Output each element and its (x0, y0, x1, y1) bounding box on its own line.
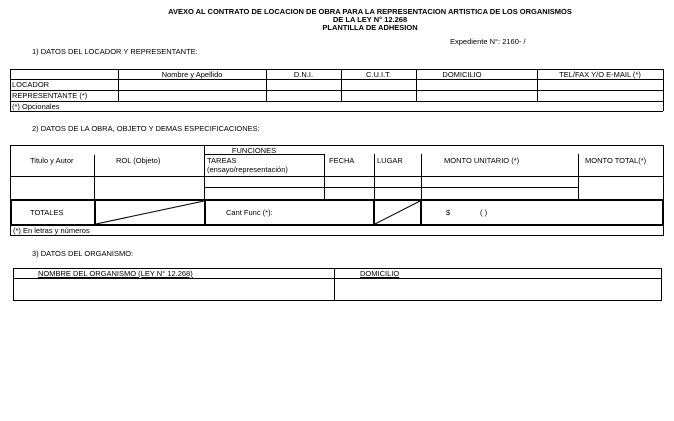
col-domicilio-organismo: DOMICILIO (360, 269, 400, 278)
col-tareas: TAREAS (207, 156, 237, 165)
section1-heading: 1) DATOS DEL LOCADOR Y REPRESENTANTE: (32, 47, 198, 56)
totales-rol-slash (96, 201, 204, 224)
document-title-line3: PLANTILLA DE ADHESION (322, 23, 418, 32)
totales-lugar-slash (375, 201, 420, 224)
row-locador: LOCADOR (12, 80, 50, 89)
col-monto-total: MONTO TOTAL(*) (585, 156, 647, 165)
col-tareas-sub: (ensayo/representación) (207, 165, 288, 174)
row-representante: REPRESENTANTE (*) (12, 91, 88, 100)
cant-func-label: Cant Func (*): (226, 208, 273, 217)
totales-label: TOTALES (30, 208, 64, 217)
funciones-header: FUNCIONES (231, 146, 277, 155)
col-fecha: FECHA (329, 156, 355, 165)
col-dni: D.N.I. (293, 70, 314, 79)
section3-heading: 3) DATOS DEL ORGANISMO: (32, 249, 134, 258)
col-nombre-apellido: Nombre y Apellido (161, 70, 223, 79)
letras-numeros-note: (*) En letras y números (13, 226, 90, 235)
col-monto-unitario: MONTO UNITARIO (*) (444, 156, 520, 165)
col-lugar: LUGAR (377, 156, 403, 165)
col-cuit: C.U.I.T. (365, 70, 391, 79)
col-tel-fax-email: TEL/FAX Y/O E-MAIL (*) (559, 70, 641, 79)
col-rol-objeto: ROL (Objeto) (116, 156, 161, 165)
col-titulo-autor: Titulo y Autor (30, 156, 74, 165)
document-title-line1: AVEXO AL CONTRATO DE LOCACION DE OBRA PARA LA REPRESENTACION ARTISTICA DE LOS ORGANISMOS (168, 7, 572, 16)
col-domicilio: DOMICILIO (442, 70, 482, 79)
opcionales-note: (*) Opcionales (12, 102, 60, 111)
peso-sign: $ (446, 208, 451, 217)
section2-heading: 2) DATOS DE LA OBRA, OBJETO Y DEMAS ESPECIFICACIONES: (32, 124, 260, 133)
monto-parentheses: ( ) (480, 208, 488, 217)
document-title-line2: DE LA LEY N° 12.268 (332, 15, 408, 24)
col-nombre-organismo: NOMBRE DEL ORGANISMO (LEY N° 12.268) (38, 269, 193, 278)
expediente-label: Expediente N°: 2160- / (450, 37, 526, 46)
